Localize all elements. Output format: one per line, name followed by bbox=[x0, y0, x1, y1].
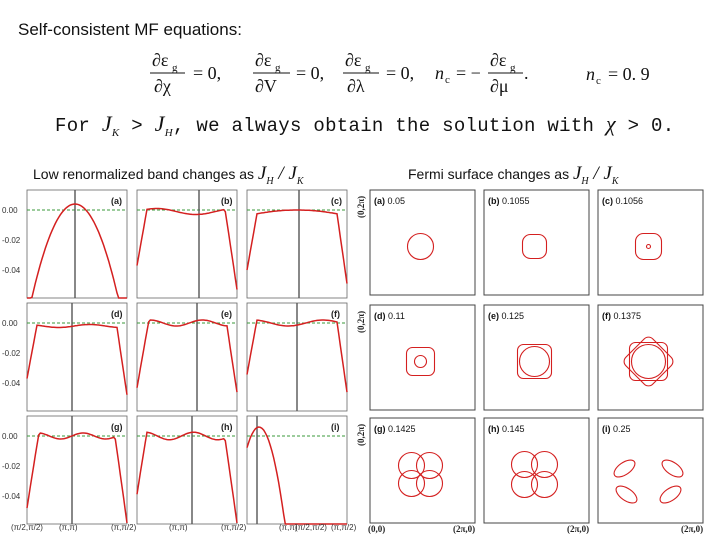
band-y-tick: -0.02 bbox=[2, 462, 21, 471]
fs-panel-tag bbox=[488, 424, 525, 434]
band-x-tick: (π,π/2) bbox=[331, 523, 357, 532]
fs-tag-letter: (i) bbox=[602, 424, 613, 434]
fermi-pocket-lobe bbox=[512, 452, 538, 478]
band-panel-frame bbox=[137, 416, 237, 524]
svg-text:∂λ: ∂λ bbox=[347, 76, 365, 96]
band-curve bbox=[27, 325, 127, 395]
jh-sub: H bbox=[164, 126, 173, 139]
svg-text:∂ε: ∂ε bbox=[152, 50, 169, 70]
band-panel-tag: (d) bbox=[111, 309, 123, 319]
band-y-tick: -0.04 bbox=[2, 266, 21, 275]
band-curve bbox=[137, 320, 237, 392]
band-x-tick: (π,π) bbox=[169, 523, 188, 532]
fs-x-end: (2π,0) bbox=[567, 524, 590, 534]
band-curve bbox=[137, 209, 237, 290]
fs-tag-value: 0.1055 bbox=[502, 196, 530, 206]
fermi-pocket-arc bbox=[657, 483, 684, 507]
band-curve bbox=[247, 427, 347, 524]
svg-text:.: . bbox=[524, 63, 529, 83]
band-panel-tag: (c) bbox=[331, 196, 342, 206]
fermi-pocket-inner bbox=[632, 345, 666, 379]
band-x-tick: (π/2,π/2) bbox=[11, 523, 43, 532]
fs-tag-letter: (c) bbox=[602, 196, 616, 206]
svg-text:c: c bbox=[445, 74, 450, 86]
jh-symbol: J bbox=[154, 111, 165, 136]
band-panel-tag: (h) bbox=[221, 422, 233, 432]
band-panel-frame bbox=[27, 416, 127, 524]
band-panel bbox=[27, 190, 127, 298]
fs-tag-letter: (e) bbox=[488, 311, 502, 321]
fs-tag-letter: (g) bbox=[374, 424, 388, 434]
fermi-surface-panel bbox=[484, 305, 589, 410]
fermi-pocket-inner bbox=[520, 347, 550, 377]
band-curve bbox=[247, 210, 347, 284]
band-curve bbox=[137, 432, 237, 523]
band-panel bbox=[137, 190, 237, 298]
band-x-tick: (π,π) bbox=[59, 523, 78, 532]
band-panel bbox=[247, 416, 347, 524]
fs-tag-value: 0.1056 bbox=[615, 196, 644, 206]
fermi-surface-panel bbox=[370, 418, 475, 523]
fermi-pocket-arc bbox=[613, 483, 640, 507]
fermi-surface-panel bbox=[484, 418, 589, 523]
condition-middle: , we always obtain the solution with bbox=[172, 115, 595, 137]
band-x-tick: (π,π) bbox=[279, 523, 298, 532]
ratio-jh-jk-left: $J_H / J_K$ bbox=[257, 163, 304, 187]
jk-sub: K bbox=[111, 126, 120, 139]
band-panel-tag: (f) bbox=[331, 309, 340, 319]
band-x-tick: (π,π/2) bbox=[221, 523, 247, 532]
fs-tag-value: 0.1375 bbox=[613, 311, 642, 321]
band-y-tick: -0.04 bbox=[2, 379, 21, 388]
fs-y-axis-label: (0,2π) bbox=[356, 423, 366, 446]
svg-text:g: g bbox=[510, 62, 516, 74]
band-y-tick: 0.00 bbox=[2, 319, 18, 328]
fermi-pocket bbox=[407, 348, 435, 376]
fermi-pocket-lobe bbox=[512, 472, 538, 498]
svg-text:c: c bbox=[596, 75, 601, 87]
fermi-pocket bbox=[523, 235, 547, 259]
band-y-tick: -0.02 bbox=[2, 236, 21, 245]
band-x-tick: (π/2,π/2) bbox=[295, 523, 327, 532]
fermi-surface-panel bbox=[370, 305, 475, 410]
fs-y-axis-label: (0,2π) bbox=[356, 195, 366, 218]
svg-text:g: g bbox=[275, 62, 281, 74]
fermi-pocket-lobe bbox=[532, 472, 558, 498]
fs-panel-tag bbox=[374, 196, 405, 206]
fs-tag-value: 0.1425 bbox=[388, 424, 416, 434]
band-y-tick: -0.02 bbox=[2, 349, 21, 358]
svg-text:∂V: ∂V bbox=[255, 76, 277, 96]
band-curve bbox=[27, 433, 127, 523]
fs-x-origin: (0,0) bbox=[368, 524, 386, 534]
band-panel-tag: (e) bbox=[221, 309, 232, 319]
fs-panel-tag bbox=[602, 311, 641, 321]
svg-text:= 0,: = 0, bbox=[386, 63, 415, 83]
fermi-surface-panel bbox=[370, 190, 475, 295]
fs-tag-value: 0.25 bbox=[613, 424, 631, 434]
svg-text:g: g bbox=[365, 62, 371, 74]
band-panel bbox=[247, 303, 347, 411]
fs-panel-tag bbox=[374, 424, 416, 434]
fs-panel-tag bbox=[488, 196, 530, 206]
gt-sign: > bbox=[131, 115, 143, 137]
band-panel-tag: (b) bbox=[221, 196, 233, 206]
condition-suffix: > 0. bbox=[627, 115, 675, 137]
fermi-surface-panel bbox=[598, 190, 703, 295]
fs-x-end: (2π,0) bbox=[453, 524, 476, 534]
band-panel bbox=[27, 416, 127, 524]
fermi-pocket-lobe bbox=[417, 471, 443, 497]
band-panel bbox=[137, 303, 237, 411]
band-curve bbox=[27, 204, 127, 298]
svg-text:∂ε: ∂ε bbox=[345, 50, 362, 70]
jk-symbol: J bbox=[101, 111, 112, 136]
chi-symbol: χ bbox=[605, 111, 616, 136]
condition-prefix: For bbox=[55, 115, 91, 137]
svg-text:∂ε: ∂ε bbox=[255, 50, 272, 70]
fs-tag-letter: (d) bbox=[374, 311, 388, 321]
band-panel-tag: (i) bbox=[331, 422, 340, 432]
band-panel-frame bbox=[247, 416, 347, 524]
band-label-text: Low renormalized band changes as bbox=[33, 166, 255, 182]
fs-panel-tag bbox=[602, 424, 631, 434]
fs-panel-tag bbox=[602, 196, 643, 206]
fermi-pocket bbox=[408, 234, 434, 260]
fs-tag-value: 0.05 bbox=[387, 196, 406, 206]
fermi-pocket-inner bbox=[415, 356, 427, 368]
ratio-jh-jk-right: $J_H / J_K$ bbox=[572, 163, 619, 187]
fs-x-end: (2π,0) bbox=[681, 524, 704, 534]
band-panel-tag: (g) bbox=[111, 422, 123, 432]
band-x-tick: (π,π/2) bbox=[111, 523, 137, 532]
svg-text:n: n bbox=[435, 63, 444, 83]
fs-y-axis-label: (0,2π) bbox=[356, 310, 366, 333]
fermi-pocket-lobe bbox=[532, 452, 558, 478]
fermi-pocket bbox=[636, 234, 662, 260]
fermi-surface-panel bbox=[598, 418, 703, 523]
band-panel bbox=[27, 303, 127, 411]
svg-text:∂χ: ∂χ bbox=[154, 76, 171, 96]
svg-text:g: g bbox=[172, 62, 178, 74]
band-panel bbox=[137, 416, 237, 524]
svg-text:= 0,: = 0, bbox=[193, 63, 222, 83]
fs-tag-letter: (b) bbox=[488, 196, 502, 206]
svg-text:= −: = − bbox=[456, 63, 481, 83]
svg-text:= 0. 9: = 0. 9 bbox=[608, 64, 650, 84]
fermi-pocket-arc bbox=[659, 457, 686, 481]
band-y-tick: -0.04 bbox=[2, 492, 21, 501]
svg-text:= 0,: = 0, bbox=[296, 63, 325, 83]
fermi-pocket bbox=[518, 345, 552, 379]
svg-text:n: n bbox=[586, 64, 595, 84]
fs-label-text: Fermi surface changes as bbox=[408, 166, 570, 182]
band-y-tick: 0.00 bbox=[2, 432, 18, 441]
band-y-tick: 0.00 bbox=[2, 206, 18, 215]
fs-tag-letter: (h) bbox=[488, 424, 502, 434]
fs-panel-tag bbox=[374, 311, 405, 321]
band-panel-frame bbox=[27, 190, 127, 298]
fermi-pocket-inner bbox=[647, 245, 651, 249]
band-panel bbox=[247, 190, 347, 298]
fs-tag-value: 0.11 bbox=[388, 311, 405, 321]
band-panel-frame bbox=[137, 303, 237, 411]
slide-title: Self-consistent MF equations: bbox=[18, 20, 242, 39]
svg-text:∂μ: ∂μ bbox=[490, 76, 509, 96]
fermi-surface-panel bbox=[484, 190, 589, 295]
band-panel-tag: (a) bbox=[111, 196, 122, 206]
fermi-surface-panel bbox=[598, 305, 703, 410]
fs-tag-value: 0.125 bbox=[501, 311, 525, 321]
fs-tag-letter: (a) bbox=[374, 196, 388, 206]
fs-tag-letter: (f) bbox=[602, 311, 614, 321]
svg-text:∂ε: ∂ε bbox=[490, 50, 507, 70]
fs-tag-value: 0.145 bbox=[502, 424, 525, 434]
band-panel-frame bbox=[137, 190, 237, 298]
band-panel-frame bbox=[247, 190, 347, 298]
band-panel-frame bbox=[27, 303, 127, 411]
fs-panel-tag bbox=[488, 311, 524, 321]
fermi-pocket-arc bbox=[611, 457, 638, 481]
